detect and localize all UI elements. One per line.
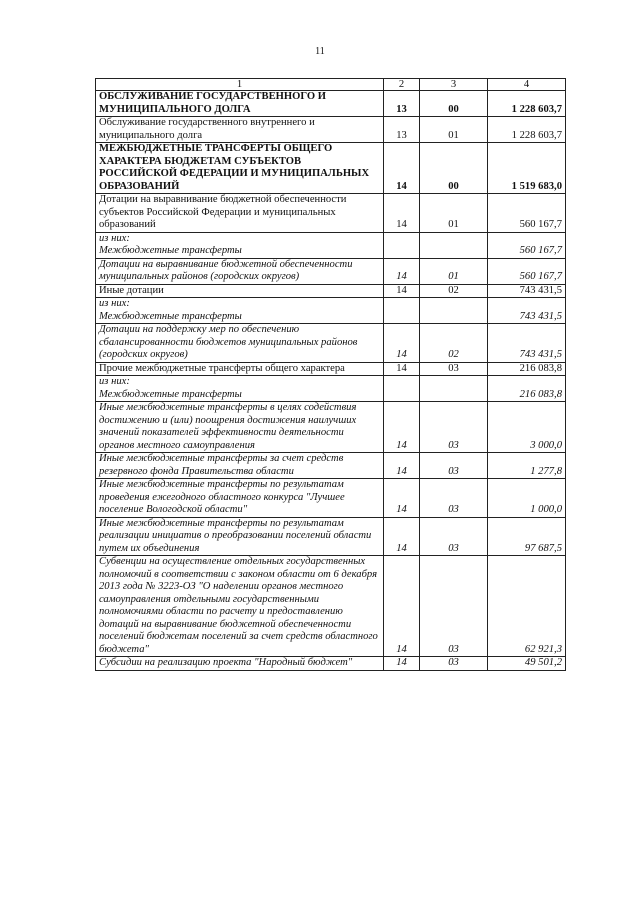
- row-subsection-cell: [420, 389, 488, 402]
- row-name-cell: Иные межбюджетные трансферты за счет средств резервного фонда Правительства области: [96, 453, 384, 479]
- row-amount-cell: 49 501,2: [488, 657, 566, 671]
- row-section-cell: 14: [384, 479, 420, 518]
- row-amount-cell: 560 167,7: [488, 258, 566, 284]
- header-cell-name: 1: [96, 79, 384, 91]
- row-amount-cell: 1 277,8: [488, 453, 566, 479]
- row-amount-cell: 3 000,0: [488, 402, 566, 453]
- row-subsection-cell: 03: [420, 402, 488, 453]
- row-subsection-cell: 03: [420, 657, 488, 671]
- row-amount-cell: 1 228 603,7: [488, 91, 566, 117]
- table-row: [96, 143, 566, 194]
- row-subsection-cell: [420, 245, 488, 258]
- row-name-cell: Субсидии на реализацию проекта "Народный бюджет": [96, 657, 384, 671]
- row-name-cell: МЕЖБЮДЖЕТНЫЕ ТРАНСФЕРТЫ ОБЩЕГО ХАРАКТЕРА БЮДЖЕТАМ СУБЪЕКТОВ РОССИЙСКОЙ ФЕДЕРАЦИИ И МУНИЦИПАЛЬНЫХ ОБРАЗОВАНИЙ: [96, 143, 384, 194]
- row-subsection-cell: [420, 232, 488, 245]
- row-subsection-cell: 03: [420, 479, 488, 518]
- row-amount-cell: 743 431,5: [488, 311, 566, 324]
- row-name-cell: Дотации на поддержку мер по обеспечению сбалансированности бюджетов муниципальных районов (городских округов): [96, 324, 384, 363]
- row-section-cell: 14: [384, 143, 420, 194]
- row-section-cell: 14: [384, 258, 420, 284]
- row-subsection-cell: [420, 376, 488, 389]
- table-row: [96, 362, 566, 376]
- row-section-cell: [384, 376, 420, 389]
- row-name-cell: Иные межбюджетные трансферты по результатам проведения ежегодного областного конкурса "Лучшее поселение Вологодской области": [96, 479, 384, 518]
- table-row: [96, 517, 566, 556]
- row-subsection-cell: 03: [420, 453, 488, 479]
- row-section-cell: [384, 311, 420, 324]
- row-section-cell: [384, 389, 420, 402]
- table-row: [96, 479, 566, 518]
- row-amount-cell: [488, 232, 566, 245]
- row-section-cell: 14: [384, 402, 420, 453]
- header-cell-section: 2: [384, 79, 420, 91]
- row-subsection-cell: [420, 298, 488, 311]
- table-row: [96, 284, 566, 298]
- table-row: [96, 453, 566, 479]
- row-section-cell: 13: [384, 91, 420, 117]
- row-amount-cell: 1 228 603,7: [488, 117, 566, 143]
- table-row: [96, 298, 566, 311]
- row-amount-cell: 743 431,5: [488, 324, 566, 363]
- row-subsection-cell: 03: [420, 517, 488, 556]
- row-name-cell: Субвенции на осуществление отдельных государственных полномочий в соответствии с законом области от 6 декабря 2013 года № 3223-ОЗ "О наделении органов местного самоуправления отдельными государственными полномочиями области по расчету и предоставлению дотаций на выравнивание бюджетной обеспеченности поселений бюджетам поселений за счет средств областного бюджета": [96, 556, 384, 657]
- budget-table: [95, 78, 566, 671]
- row-name-cell: Межбюджетные трансферты: [96, 245, 384, 258]
- table-row: [96, 402, 566, 453]
- row-name-cell: Прочие межбюджетные трансферты общего характера: [96, 362, 384, 376]
- table-row: [96, 376, 566, 389]
- row-section-cell: 14: [384, 324, 420, 363]
- row-name-cell: из них:: [96, 376, 384, 389]
- table-row: [96, 389, 566, 402]
- row-subsection-cell: 01: [420, 117, 488, 143]
- table-header-row: [96, 79, 566, 91]
- row-section-cell: 14: [384, 556, 420, 657]
- row-subsection-cell: [420, 311, 488, 324]
- row-subsection-cell: 03: [420, 362, 488, 376]
- table-row: [96, 91, 566, 117]
- table-row: [96, 194, 566, 233]
- row-name-cell: Иные межбюджетные трансферты по результатам реализации инициатив о преобразовании поселений области путем их объединения: [96, 517, 384, 556]
- row-name-cell: Дотации на выравнивание бюджетной обеспеченности муниципальных районов (городских округов): [96, 258, 384, 284]
- row-name-cell: Межбюджетные трансферты: [96, 389, 384, 402]
- row-section-cell: 14: [384, 517, 420, 556]
- table-row: [96, 232, 566, 245]
- table-row: [96, 117, 566, 143]
- row-section-cell: 13: [384, 117, 420, 143]
- row-section-cell: [384, 232, 420, 245]
- row-section-cell: [384, 298, 420, 311]
- table-row: [96, 324, 566, 363]
- row-subsection-cell: 03: [420, 556, 488, 657]
- row-amount-cell: 1 000,0: [488, 479, 566, 518]
- row-subsection-cell: 00: [420, 143, 488, 194]
- row-section-cell: 14: [384, 657, 420, 671]
- table-row: [96, 556, 566, 657]
- row-amount-cell: 560 167,7: [488, 245, 566, 258]
- table-row: [96, 657, 566, 671]
- row-amount-cell: [488, 298, 566, 311]
- row-name-cell: Обслуживание государственного внутреннего и муниципального долга: [96, 117, 384, 143]
- row-amount-cell: 97 687,5: [488, 517, 566, 556]
- row-amount-cell: [488, 376, 566, 389]
- row-subsection-cell: 01: [420, 258, 488, 284]
- row-subsection-cell: 02: [420, 284, 488, 298]
- row-subsection-cell: 01: [420, 194, 488, 233]
- row-section-cell: 14: [384, 194, 420, 233]
- row-amount-cell: 1 519 683,0: [488, 143, 566, 194]
- row-section-cell: 14: [384, 453, 420, 479]
- row-subsection-cell: 00: [420, 91, 488, 117]
- row-subsection-cell: 02: [420, 324, 488, 363]
- row-section-cell: [384, 245, 420, 258]
- row-section-cell: 14: [384, 284, 420, 298]
- page-number: 11: [315, 46, 325, 57]
- table-row: [96, 311, 566, 324]
- row-amount-cell: 62 921,3: [488, 556, 566, 657]
- header-cell-subsection: 3: [420, 79, 488, 91]
- row-name-cell: из них:: [96, 298, 384, 311]
- row-name-cell: ОБСЛУЖИВАНИЕ ГОСУДАРСТВЕННОГО И МУНИЦИПАЛЬНОГО ДОЛГА: [96, 91, 384, 117]
- row-amount-cell: 216 083,8: [488, 362, 566, 376]
- row-amount-cell: 560 167,7: [488, 194, 566, 233]
- row-name-cell: Иные дотации: [96, 284, 384, 298]
- row-name-cell: Иные межбюджетные трансферты в целях содействия достижению и (или) поощрения достижения наилучших значений показателей эффективности деятельности органов местного самоуправления: [96, 402, 384, 453]
- row-name-cell: Межбюджетные трансферты: [96, 311, 384, 324]
- row-amount-cell: 216 083,8: [488, 389, 566, 402]
- table-row: [96, 258, 566, 284]
- row-section-cell: 14: [384, 362, 420, 376]
- row-name-cell: из них:: [96, 232, 384, 245]
- header-cell-amount: 4: [488, 79, 566, 91]
- table-row: [96, 245, 566, 258]
- row-name-cell: Дотации на выравнивание бюджетной обеспеченности субъектов Российской Федерации и муниципальных образований: [96, 194, 384, 233]
- row-amount-cell: 743 431,5: [488, 284, 566, 298]
